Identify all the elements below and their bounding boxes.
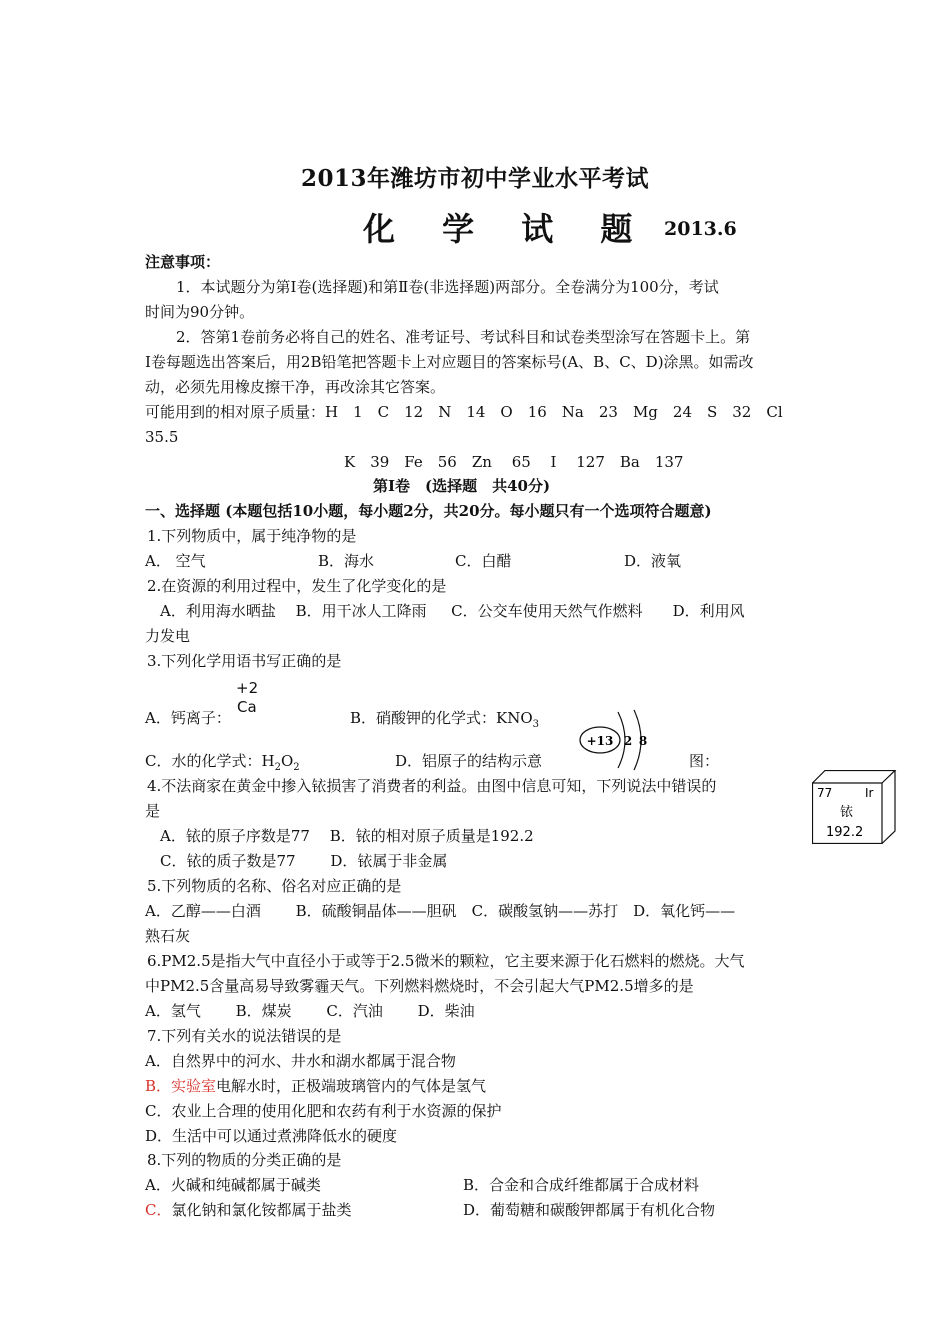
notice-p1-line1: 1．本试题分为第Ⅰ卷(选择题)和第Ⅱ卷(非选择题)两部分。全卷满分为100分，考试: [176, 278, 719, 296]
q7-stem: 7.下列有关水的说法错误的是: [147, 1027, 342, 1045]
q6-stem-line2: 中PM2.5含量高易导致雾霾天气。下列燃料燃烧时，不会引起大气PM2.5增多的是: [145, 977, 694, 995]
part1-heading: 第Ⅰ卷 (选择题 共40分): [373, 477, 551, 495]
q7-option-d: D．生活中可以通过煮沸降低水的硬度: [145, 1127, 398, 1145]
q8-option-d: D．葡萄糖和碳酸钾都属于有机化合物: [463, 1201, 716, 1219]
q2-options-line1: A．利用海水晒盐 B．用干冰人工降雨 C．公交车使用天然气作燃料 D．利用风: [160, 602, 745, 620]
element-atomic-mass: 192.2: [826, 825, 864, 840]
q3-option-d: D．铝原子的结构示意: [395, 752, 543, 770]
q1-option-a: A． 空气: [145, 552, 206, 570]
element-atomic-number: 77: [817, 786, 833, 800]
calcium-symbol: Ca: [237, 698, 257, 716]
q5-stem: 5.下列物质的名称、俗名对应正确的是: [147, 877, 402, 895]
atom-shell1-count: 2: [623, 734, 633, 748]
q8-stem: 8.下列的物质的分类正确的是: [147, 1151, 342, 1169]
q4-options-cd: C．铱的质子数是77 D．铱属于非金属: [160, 852, 448, 870]
q3-option-b: B．硝酸钾的化学式：$KNO_3$: [350, 709, 540, 730]
q1-stem: 1.下列物质中，属于纯净物的是: [147, 527, 357, 545]
q2-options-line2: 力发电: [145, 627, 191, 645]
q1-option-d: D．液氧: [624, 552, 682, 570]
q6-options: A．氢气 B．煤炭 C．汽油 D．柴油: [145, 1002, 475, 1020]
element-card-top: [813, 771, 896, 784]
aluminum-atom-diagram: [576, 708, 666, 772]
q7-option-a: A．自然界中的河水、井水和湖水都属于混合物: [145, 1052, 456, 1070]
element-name: 铱: [840, 805, 854, 820]
q8-option-b: B．合金和合成纤维都属于合成材料: [463, 1176, 700, 1194]
q8-option-a: A．火碱和纯碱都属于碱类: [145, 1176, 321, 1194]
atomic-masses-line1: 可能用到的相对原子质量：H 1 C 12 N 14 O 16 Na 23 Mg 24 S 32 Cl: [145, 403, 783, 421]
atomic-masses-line3: K 39 Fe 56 Zn 65 I 127 Ba 137: [344, 453, 684, 471]
q3-option-c: C．水的化学式：$H_2O_2$: [145, 752, 300, 773]
q1-option-b: B．海水: [318, 552, 375, 570]
subject-title: 化 学 试 题: [363, 210, 651, 248]
q7-option-b: B．实验室电解水时，正极端玻璃管内的气体是氢气: [145, 1077, 487, 1095]
q5-options-line1: A．乙醇——白酒 B．硫酸铜晶体——胆矾 C．碳酸氢钠——苏打 D．氧化钙——: [145, 902, 736, 920]
q3-option-d-end: 图：: [689, 752, 720, 770]
element-symbol: Ir: [865, 786, 874, 800]
notice-heading: 注意事项：: [145, 253, 221, 271]
q4-options-ab: A．铱的原子序数是77 B．铱的相对原子质量是192.2: [160, 827, 534, 845]
atom-shell2-count: 8: [638, 734, 648, 748]
iridium-element-card: [812, 770, 898, 844]
calcium-charge: +2: [236, 679, 259, 697]
q7-option-b-highlight: B．实验室: [145, 1077, 217, 1095]
notice-p1-line2: 时间为90分钟。: [145, 303, 255, 321]
exam-title: 2013年潍坊市初中学业水平考试: [300, 165, 649, 192]
q1-option-c: C．白醋: [455, 552, 512, 570]
q5-options-line2: 熟石灰: [145, 927, 191, 945]
atomic-masses-line2: 35.5: [145, 428, 179, 446]
atom-nucleus-label: +13: [586, 734, 614, 748]
section-heading: 一、选择题 (本题包括10小题，每小题2分，共20分。每小题只有一个选项符合题意): [145, 502, 712, 520]
notice-p2-line1: 2．答第1卷前务必将自己的姓名、准考证号、考试科目和试卷类型涂写在答题卡上。第: [176, 328, 751, 346]
q8-option-c: C．氯化钠和氯化铵都属于盐类: [145, 1201, 352, 1219]
q3-option-a: A．钙离子：: [145, 709, 231, 727]
q3-stem: 3.下列化学用语书写正确的是: [147, 652, 342, 670]
q2-stem: 2.在资源的利用过程中，发生了化学变化的是: [147, 577, 447, 595]
q4-stem-line1: 4.不法商家在黄金中掺入铱损害了消费者的利益。由图中信息可知，下列说法中错误的: [147, 777, 717, 795]
notice-p2-line2: Ⅰ卷每题选出答案后，用2B铅笔把答题卡上对应题目的答案标号(A、B、C、D)涂黑。如需改: [145, 353, 754, 371]
q6-stem-line1: 6.PM2.5是指大气中直径小于或等于2.5微米的颗粒，它主要来源于化石燃料的燃烧。大气: [147, 952, 745, 970]
exam-date: 2013.6: [664, 218, 737, 240]
q4-stem-line2: 是: [145, 802, 161, 820]
q8-option-c-label: C．: [145, 1201, 172, 1219]
notice-p2-line3: 动，必须先用橡皮擦干净，再改涂其它答案。: [145, 378, 446, 396]
q7-option-c: C．农业上合理的使用化肥和农药有利于水资源的保护: [145, 1102, 502, 1120]
